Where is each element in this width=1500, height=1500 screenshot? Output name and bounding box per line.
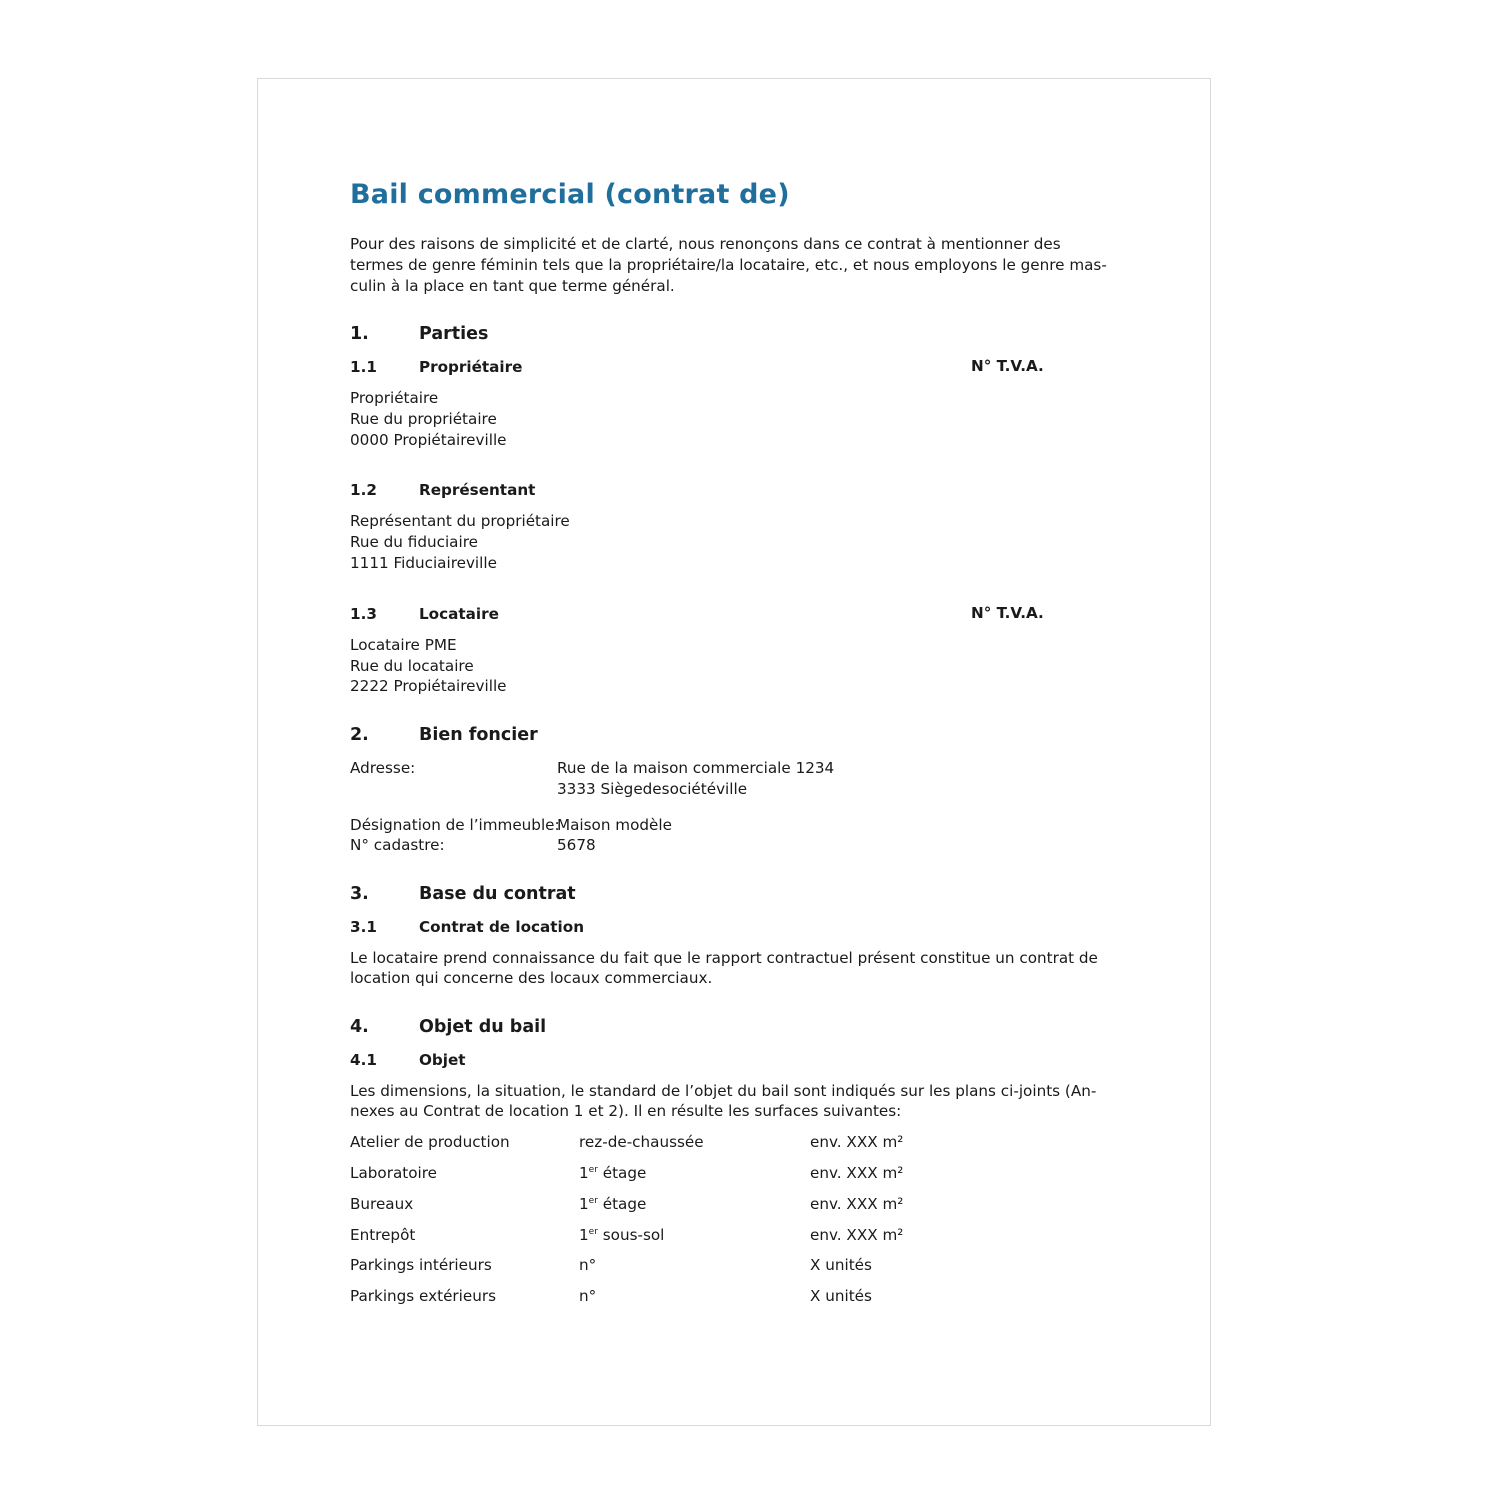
- owner-line-1: Propriétaire: [350, 389, 439, 407]
- intro-line-2: termes de genre féminin tels que la propriétaire/la locataire, etc., et nous employons le genre mas-: [350, 256, 1107, 274]
- intro-line-3: culin à la place en tant que terme général.: [350, 277, 675, 295]
- contract-line-2: location qui concerne des locaux commerciaux.: [350, 969, 713, 987]
- section-3-heading: Base du contrat: [419, 884, 576, 904]
- section-4-number: 4.: [350, 1017, 369, 1037]
- surface-size: env. XXX m²: [810, 1226, 904, 1244]
- surface-size: X unités: [810, 1256, 872, 1274]
- object-line-1: Les dimensions, la situation, le standard de l’objet du bail sont indiqués sur les plans ci-joints (An-: [350, 1082, 1097, 1100]
- cadastre-label: N° cadastre:: [350, 836, 445, 854]
- section-1-1-heading: Propriétaire: [419, 358, 523, 376]
- surface-level: n°: [579, 1287, 597, 1305]
- surface-level: 1er étage: [579, 1164, 647, 1182]
- surface-name: Atelier de production: [350, 1133, 510, 1151]
- surface-level: rez-de-chaussée: [579, 1133, 704, 1151]
- document-page: [257, 78, 1211, 1426]
- designation-label: Désignation de l’immeuble:: [350, 816, 560, 834]
- tenant-line-1: Locataire PME: [350, 636, 457, 654]
- section-1-2-heading: Représentant: [419, 481, 536, 499]
- section-2-heading: Bien foncier: [419, 725, 538, 745]
- address-line-1: Rue de la maison commerciale 1234: [557, 759, 835, 777]
- section-3-number: 3.: [350, 884, 369, 904]
- representative-line-2: Rue du fiduciaire: [350, 533, 478, 551]
- section-4-1-heading: Objet: [419, 1051, 466, 1069]
- representative-line-3: 1111 Fiduciaireville: [350, 554, 497, 572]
- surface-size: X unités: [810, 1287, 872, 1305]
- surface-name: Parkings extérieurs: [350, 1287, 497, 1305]
- address-line-2: 3333 Siègedesociétéville: [557, 780, 748, 798]
- surface-name: Entrepôt: [350, 1226, 416, 1244]
- designation-value: Maison modèle: [557, 816, 672, 834]
- representative-line-1: Représentant du propriétaire: [350, 512, 570, 530]
- tenant-line-3: 2222 Propiétaireville: [350, 677, 507, 695]
- section-1-1-number: 1.1: [350, 358, 377, 376]
- section-1-3-heading: Locataire: [419, 605, 499, 623]
- section-4-1-number: 4.1: [350, 1051, 377, 1069]
- section-4-heading: Objet du bail: [419, 1017, 547, 1037]
- cadastre-value: 5678: [557, 836, 596, 854]
- surface-name: Parkings intérieurs: [350, 1256, 492, 1274]
- section-1-heading: Parties: [419, 324, 489, 344]
- contract-line-1: Le locataire prend connaissance du fait que le rapport contractuel présent constitue un contrat de: [350, 949, 1098, 967]
- section-1-1-tva: N° T.V.A.: [971, 357, 1044, 375]
- owner-line-3: 0000 Propiétaireville: [350, 431, 507, 449]
- surface-size: env. XXX m²: [810, 1164, 904, 1182]
- owner-line-2: Rue du propriétaire: [350, 410, 497, 428]
- section-1-3-number: 1.3: [350, 605, 377, 623]
- section-1-number: 1.: [350, 324, 369, 344]
- address-label: Adresse:: [350, 759, 416, 777]
- object-line-2: nexes au Contrat de location 1 et 2). Il en résulte les surfaces suivantes:: [350, 1102, 902, 1120]
- tenant-line-2: Rue du locataire: [350, 657, 474, 675]
- section-1-3-tva: N° T.V.A.: [971, 604, 1044, 622]
- section-1-2-number: 1.2: [350, 481, 377, 499]
- section-3-1-number: 3.1: [350, 918, 377, 936]
- surface-name: Laboratoire: [350, 1164, 437, 1182]
- surface-level: 1er étage: [579, 1195, 647, 1213]
- surface-name: Bureaux: [350, 1195, 414, 1213]
- surface-level: 1er sous-sol: [579, 1226, 665, 1244]
- surface-level: n°: [579, 1256, 597, 1274]
- document-title: Bail commercial (contrat de): [350, 179, 790, 210]
- section-3-1-heading: Contrat de location: [419, 918, 585, 936]
- surface-size: env. XXX m²: [810, 1195, 904, 1213]
- surface-size: env. XXX m²: [810, 1133, 904, 1151]
- intro-line-1: Pour des raisons de simplicité et de clarté, nous renonçons dans ce contrat à mentionner des: [350, 235, 1061, 253]
- section-2-number: 2.: [350, 725, 369, 745]
